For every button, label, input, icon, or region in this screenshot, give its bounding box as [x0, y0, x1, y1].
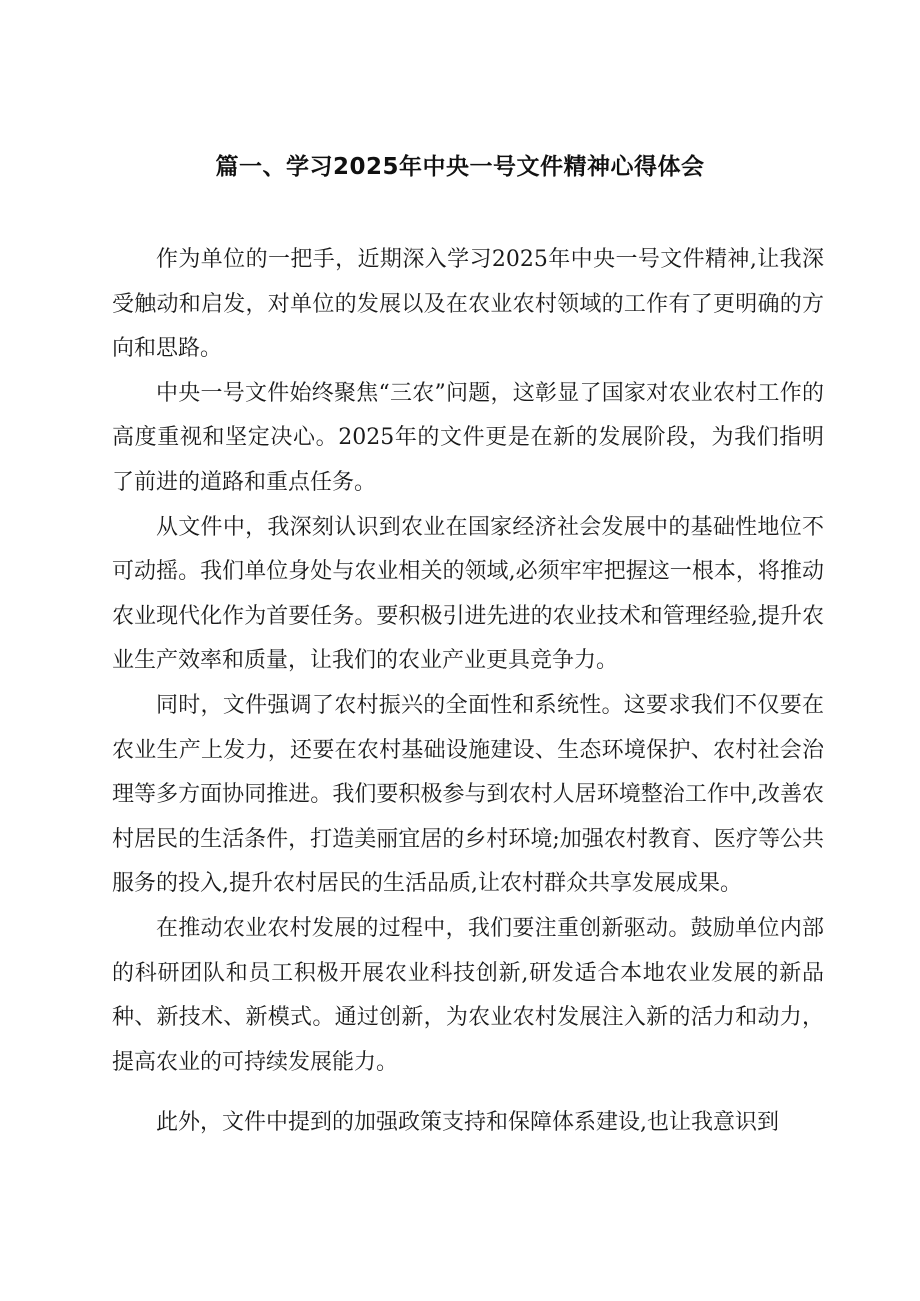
- paragraph-6: 此外，文件中提到的加强政策支持和保障体系建设,也让我意识到: [156, 1110, 779, 1136]
- document-body: [112, 238, 824, 1146]
- paragraph-5: 在推动农业农村发展的过程中，我们要注重创新驱动。鼓励单位内部的科研团队和员工积极开展农业科技创新,研发适合本地农业发展的新品种、新技术、新模式。通过创新，为农业农村发展注入新的活力和动力，提高农业的可持续发展能力。: [112, 915, 824, 1075]
- paragraph-2: 中央一号文件始终聚焦“三农”问题，这彰显了国家对农业农村工作的高度重视和坚定决心。2025年的文件更是在新的发展阶段，为我们指明了前进的道路和重点任务。: [112, 380, 824, 495]
- paragraph-3: 从文件中，我深刻认识到农业在国家经济社会发展中的基础性地位不可动摇。我们单位身处与农业相关的领域,必须牢牢把握这一根本，将推动农业现代化作为首要任务。要积极引进先进的农业技术和管理经验,提升农业生产效率和质量，让我们的农业产业更具竞争力。: [112, 514, 824, 674]
- paragraph-4: 同时，文件强调了农村振兴的全面性和系统性。这要求我们不仅要在农业生产上发力，还要在农村基础设施建设、生态环境保护、农村社会治理等多方面协同推进。我们要积极参与到农村人居环境整治工作中,改善农村居民的生活条件，打造美丽宜居的乡村环境;加强农村教育、医疗等公共服务的投入,提升农村居民的生活品质,让农村群众共享发展成果。: [112, 692, 824, 897]
- document-title: 篇一、学习2025年中央一号文件精神心得体会: [215, 154, 705, 180]
- paragraph-1: 作为单位的一把手，近期深入学习2025年中央一号文件精神,让我深受触动和启发，对单位的发展以及在农业农村领域的工作有了更明确的方向和思路。: [112, 247, 824, 362]
